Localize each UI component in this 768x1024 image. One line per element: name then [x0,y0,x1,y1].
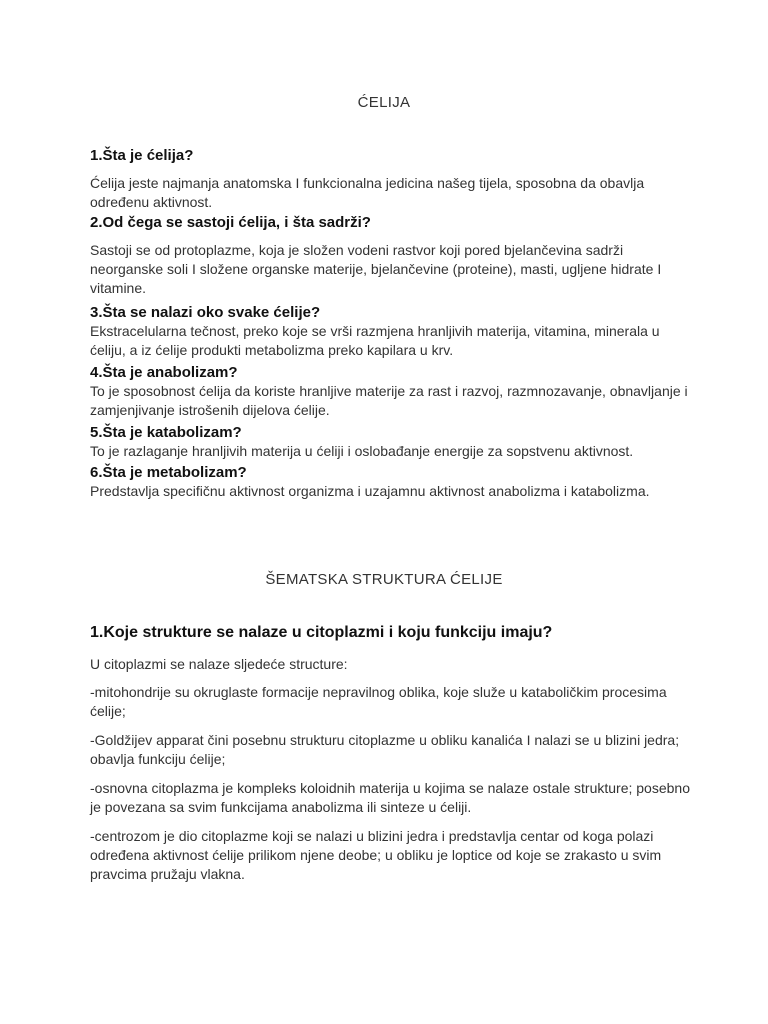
paragraph-mitohondrije [90,683,690,721]
paragraph-text: -mitohondrije su okruglaste formacije nepravilnog oblika, koje služe u kataboličkim procesima ćelije; [90,684,667,719]
intro-text: U citoplazmi se nalaze sljedeće structure: [90,656,348,672]
paragraph-goldzijev [90,731,690,769]
question-heading: 1.Koje strukture se nalaze u citoplazmi i koju funkciju imaju? [90,624,553,641]
qa-item-6 [90,463,690,501]
answer-text: To je razlaganje hranljivih materija u ćeliji i oslobađanje energije za sopstvenu aktivnost. [90,443,634,459]
section-title-celija: ĆELIJA [357,94,411,111]
paragraph-text: -centrozom je dio citoplazme koji se nalazi u blizini jedra i predstavlja centar od koga polazi određena aktivnost ćelije prilikom njene deobe; u obliku je loptice od koje se zrakasto u svim pravcima pružaju vlakna. [90,828,662,882]
qa-item-3 [90,303,690,360]
question-heading: 3.Šta se nalazi oko svake ćelije? [90,304,321,321]
qa-item-5 [90,423,690,461]
paragraph-osnovna-citoplazma [90,779,690,817]
paragraph-centrozom [90,827,690,884]
answer-text: Predstavlja specifičnu aktivnost organizma i uzajamnu aktivnost anabolizma i katabolizma. [90,483,650,499]
question-heading: 1.Šta je ćelija? [90,147,194,164]
question-heading: 5.Šta je katabolizam? [90,424,242,441]
answer-text: To je sposobnost ćelija da koriste hranljive materije za rast i razvoj, razmnozavanje, obnavljanje i zamjenjivanje istrošenih dijelova ćelije. [90,383,688,418]
answer-text: Sastoji se od protoplazme, koja je složen vodeni rastvor koji pored bjelančevina sadrži neorganske soli I složene organske materije, bjelančevine (proteine), masti, ugljene hidrate I vitamine. [90,242,662,296]
qa-item-4 [90,363,690,420]
citoplazma-intro [90,655,690,674]
qa-citoplazma [90,623,690,642]
question-heading: 2.Od čega se sastoji ćelija, i šta sadrži? [90,214,371,231]
section-title-sematska-struktura: ŠEMATSKA STRUKTURA ĆELIJE [265,571,503,588]
question-heading: 4.Šta je anabolizam? [90,364,238,381]
answer-text: Ekstracelularna tečnost, preko koje se vrši razmjena hranljivih materija, vitamina, minerala u ćeliju, a iz ćelije produkti metabolizma preko kapilara u krv. [90,323,660,358]
qa-item-2 [90,213,690,298]
question-heading: 6.Šta je metabolizam? [90,464,247,481]
paragraph-text: -Goldžijev apparat čini posebnu strukturu citoplazme u obliku kanalića I nalazi se u blizini jedra; obavlja funkciju ćelije; [90,732,680,767]
answer-text: Ćelija jeste najmanja anatomska I funkcionalna jedicina našeg tijela, sposobna da obavlja određenu aktivnost. [90,175,645,210]
qa-item-1 [90,146,690,212]
paragraph-text: -osnovna citoplazma je kompleks koloidnih materija u kojima se nalaze ostale strukture; posebno je povezana sa svim funkcijama anabolizma ili sinteze u ćeliji. [90,780,690,815]
